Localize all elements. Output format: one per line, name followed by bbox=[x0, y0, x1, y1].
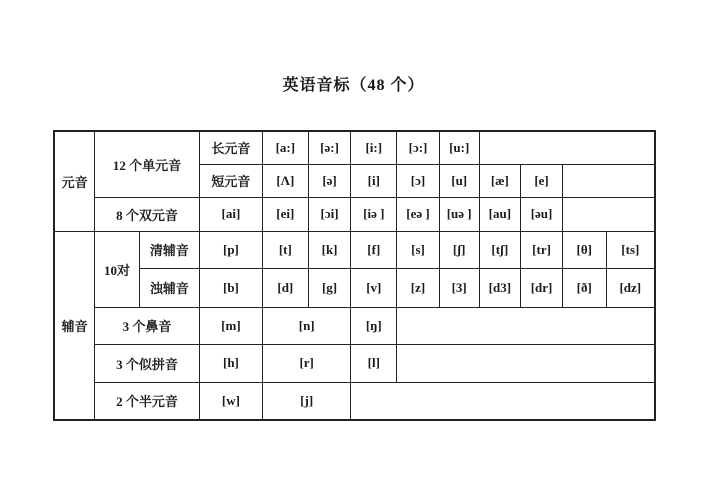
empty-cell bbox=[397, 344, 655, 382]
row-voiceless-consonants bbox=[54, 231, 655, 268]
phoneme-cell: [p] bbox=[199, 231, 262, 268]
phoneme-cell: [u:] bbox=[439, 131, 479, 164]
row-label-short-vowels: 短元音 bbox=[199, 164, 262, 197]
phoneme-cell: [u] bbox=[439, 164, 479, 197]
empty-cell bbox=[562, 164, 655, 197]
phoneme-cell: [ai] bbox=[199, 197, 262, 231]
section-label-consonant: 辅音 bbox=[54, 231, 95, 420]
phoneme-cell: [ə:] bbox=[308, 131, 351, 164]
phoneme-cell: [ɔ:] bbox=[397, 131, 440, 164]
phoneme-cell: [s] bbox=[397, 231, 440, 268]
phoneme-cell: [f] bbox=[351, 231, 397, 268]
row-long-vowels bbox=[54, 131, 655, 164]
phoneme-cell: [ɔi] bbox=[308, 197, 351, 231]
phoneme-cell: [j] bbox=[262, 382, 350, 420]
phoneme-cell: [tr] bbox=[521, 231, 563, 268]
phoneme-cell: [au] bbox=[479, 197, 521, 231]
phoneme-cell: [tʃ] bbox=[479, 231, 521, 268]
phoneme-cell: [ts] bbox=[606, 231, 655, 268]
phoneme-cell: [ə] bbox=[308, 164, 351, 197]
phoneme-cell: [θ] bbox=[562, 231, 606, 268]
phoneme-cell: [eə ] bbox=[397, 197, 440, 231]
phoneme-cell: [z] bbox=[397, 268, 440, 307]
row-diphthongs bbox=[54, 197, 655, 231]
phoneme-cell: [v] bbox=[351, 268, 397, 307]
row-label-semivowels: 2 个半元音 bbox=[95, 382, 200, 420]
row-label-liquids: 3 个似拼音 bbox=[95, 344, 200, 382]
phoneme-cell: [t] bbox=[262, 231, 308, 268]
phoneme-cell: [Λ] bbox=[262, 164, 308, 197]
phonetic-symbols-table bbox=[53, 130, 656, 421]
phoneme-cell: [b] bbox=[199, 268, 262, 307]
empty-cell bbox=[562, 197, 655, 231]
phoneme-cell: [m] bbox=[199, 307, 262, 344]
phoneme-cell: [i] bbox=[351, 164, 397, 197]
phoneme-cell: [ʃ] bbox=[439, 231, 479, 268]
phoneme-cell: [iə ] bbox=[351, 197, 397, 231]
phoneme-cell: [uə ] bbox=[439, 197, 479, 231]
empty-cell bbox=[479, 131, 655, 164]
row-label-long-vowels: 长元音 bbox=[199, 131, 262, 164]
row-label-nasals: 3 个鼻音 bbox=[95, 307, 200, 344]
phoneme-cell: [3] bbox=[439, 268, 479, 307]
phoneme-cell: [w] bbox=[199, 382, 262, 420]
phoneme-cell: [ɔ] bbox=[397, 164, 440, 197]
phoneme-cell: [dr] bbox=[521, 268, 563, 307]
row-nasals bbox=[54, 307, 655, 344]
phoneme-cell: [r] bbox=[262, 344, 350, 382]
row-label-voiced: 浊辅音 bbox=[139, 268, 199, 307]
phoneme-cell: [ŋ] bbox=[351, 307, 397, 344]
phoneme-cell: [æ] bbox=[479, 164, 521, 197]
empty-cell bbox=[351, 382, 655, 420]
phoneme-cell: [g] bbox=[308, 268, 351, 307]
phoneme-cell: [ð] bbox=[562, 268, 606, 307]
section-label-vowel: 元音 bbox=[54, 131, 95, 231]
phoneme-cell: [dz] bbox=[606, 268, 655, 307]
page-title: 英语音标（48 个） bbox=[282, 77, 425, 94]
phoneme-cell: [ei] bbox=[262, 197, 308, 231]
phoneme-cell: [n] bbox=[262, 307, 350, 344]
phoneme-cell: [i:] bbox=[351, 131, 397, 164]
phoneme-cell: [əu] bbox=[521, 197, 563, 231]
row-liquids bbox=[54, 344, 655, 382]
phoneme-cell: [h] bbox=[199, 344, 262, 382]
phoneme-cell: [l] bbox=[351, 344, 397, 382]
empty-cell bbox=[397, 307, 655, 344]
group-label-monophthongs: 12 个单元音 bbox=[95, 131, 200, 197]
row-voiced-consonants bbox=[54, 268, 655, 307]
phoneme-cell: [d] bbox=[262, 268, 308, 307]
phoneme-cell: [e] bbox=[521, 164, 563, 197]
phoneme-cell: [k] bbox=[308, 231, 351, 268]
group-label-pairs: 10对 bbox=[95, 231, 140, 307]
row-label-diphthongs: 8 个双元音 bbox=[95, 197, 200, 231]
phoneme-cell: [d3] bbox=[479, 268, 521, 307]
row-semivowels bbox=[54, 382, 655, 420]
row-label-voiceless: 清辅音 bbox=[139, 231, 199, 268]
phoneme-cell: [a:] bbox=[262, 131, 308, 164]
